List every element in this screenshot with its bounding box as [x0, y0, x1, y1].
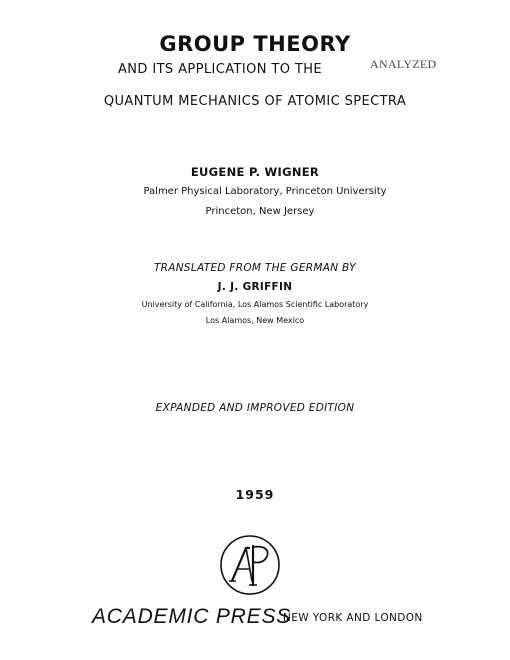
- publisher-name: ACADEMIC PRESS: [92, 605, 292, 628]
- book-title: GROUP THEORY: [159, 32, 351, 56]
- translator-affiliation: University of California, Los Alamos Scientific Laboratory: [141, 300, 369, 309]
- subtitle-line-2: QUANTUM MECHANICS OF ATOMIC SPECTRA: [103, 94, 407, 109]
- edition-note: EXPANDED AND IMPROVED EDITION: [155, 402, 355, 414]
- author-name: EUGENE P. WIGNER: [190, 165, 320, 179]
- subtitle-line-1: AND ITS APPLICATION TO THE: [118, 62, 323, 77]
- author-affiliation: Palmer Physical Laboratory, Princeton University: [143, 186, 387, 197]
- publication-year: 1959: [235, 487, 275, 502]
- analyzed-stamp: ANALYZED: [370, 57, 437, 71]
- ap-monogram-logo-icon: [219, 534, 281, 596]
- translation-note: TRANSLATED FROM THE GERMAN BY: [153, 262, 357, 274]
- publisher-location: NEW YORK AND LONDON: [283, 612, 423, 624]
- author-location: Princeton, New Jersey: [205, 206, 315, 217]
- translator-location: Los Alamos, New Mexico: [205, 316, 305, 325]
- translator-name: J. J. GRIFFIN: [217, 281, 293, 293]
